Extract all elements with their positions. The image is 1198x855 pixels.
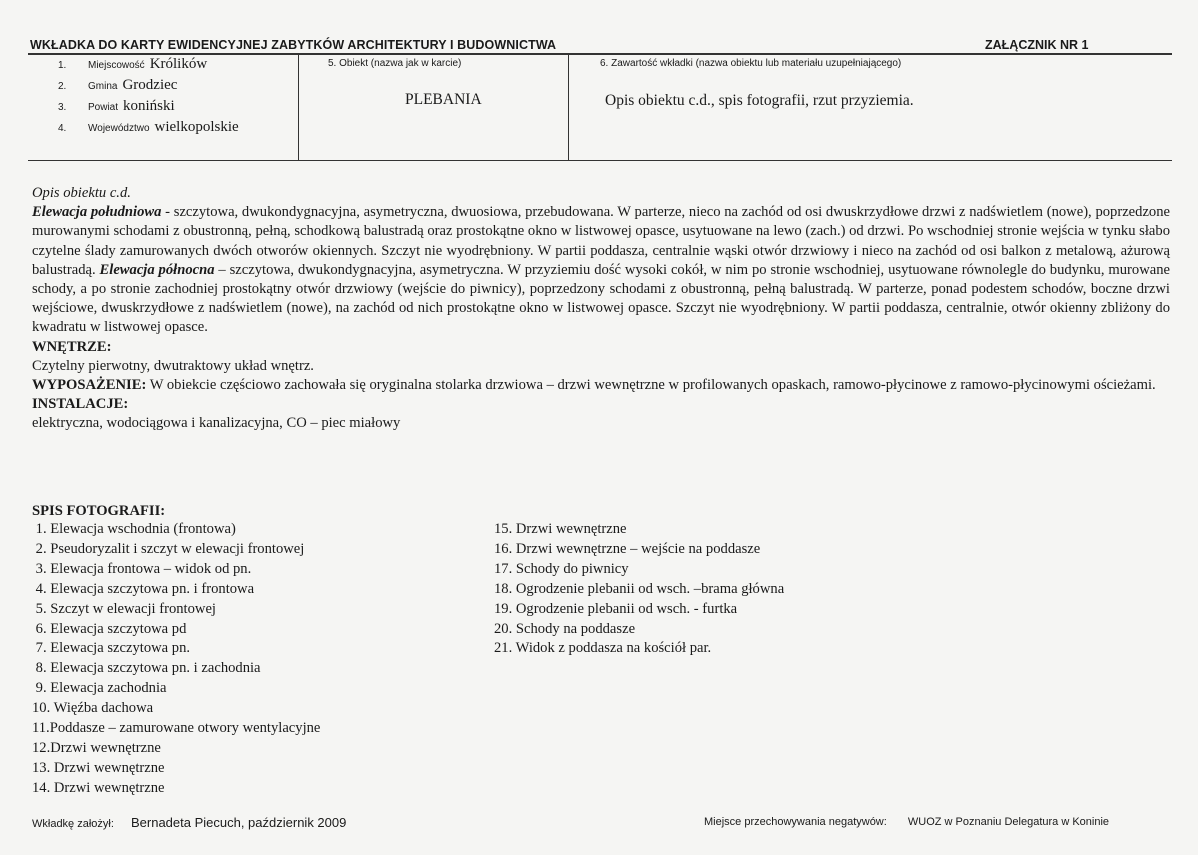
photo-list-item: 6. Elewacja szczytowa pd bbox=[32, 620, 187, 637]
photo-list-item: 16. Drzwi wewnętrzne – wejście na poddasze bbox=[494, 540, 761, 557]
photo-list-item: 11.Poddasze – zamurowane otwory wentylacyjne bbox=[32, 720, 321, 737]
photos-title: SPIS FOTOGRAFII: bbox=[32, 503, 166, 519]
installations-text: elektryczna, wodociągowa i kanalizacyjna, CO – piec miałowy bbox=[32, 415, 401, 432]
equipment-label: WYPOSAŻENIE: bbox=[32, 377, 147, 394]
south-elevation-label: Elewacja południowa bbox=[32, 204, 162, 221]
photo-list-item: 10. Więźba dachowa bbox=[32, 700, 154, 717]
bottom-rule bbox=[28, 160, 1172, 161]
object-value: PLEBANIA bbox=[405, 91, 482, 108]
photo-list-item: 4. Elewacja szczytowa pn. i frontowa bbox=[32, 580, 255, 597]
photo-list-left bbox=[32, 520, 320, 799]
photo-list-item: 9. Elewacja zachodnia bbox=[32, 680, 167, 697]
contents-value: Opis obiektu c.d., spis fotografii, rzut przyziemia. bbox=[605, 92, 914, 109]
photo-list-item: 5. Szczyt w elewacji frontowej bbox=[32, 600, 216, 617]
province-value: wielkopolskie bbox=[154, 119, 239, 135]
field-commune: 2. Gmina Grodziec bbox=[58, 77, 178, 93]
commune-value: Grodziec bbox=[122, 77, 178, 93]
field-province: 4. Województwo wielkopolskie bbox=[58, 119, 239, 135]
photo-list-item: 14. Drzwi wewnętrzne bbox=[32, 779, 165, 796]
storage-label: Miejsce przechowywania negatywów: bbox=[704, 816, 887, 828]
photo-list-item: 21. Widok z poddasza na kościół par. bbox=[494, 640, 712, 657]
south-elevation-text: - szczytowa, dwukondygnacyjna, asymetryczna, dwuosiowa, przebudowana. W parterze, nieco na zachód od osi dwuskrzydłowe drzwi z nadświetlem (nowe), poprzedzone murowanymi schodami z obustronną, pełną, schodkową balustradą oraz prostokątne okno w listwowej opasce, usytuowane na lewo (zach.) od drzwi. Po wschodniej stronie wejścia w tynku słabo czytelne ślady zamurowanych dwóch otworów okiennych. Szczyt nie wyodrębniony. W partii poddasza, centralnie wąski otwór drzwiowy i nieco na zachód od osi balkon z metalową, ażurową balustradą. bbox=[32, 204, 1170, 278]
installations-label: INSTALACJE: bbox=[32, 396, 129, 413]
photo-list-item: 7. Elewacja szczytowa pn. bbox=[32, 640, 191, 657]
photo-list-item: 2. Pseudoryzalit i szczyt w elewacji frontowej bbox=[32, 540, 305, 557]
photo-list-item: 1. Elewacja wschodnia (frontowa) bbox=[32, 521, 236, 537]
county-value: koniński bbox=[123, 98, 175, 114]
elevation-paragraph bbox=[32, 203, 1170, 337]
header-title: WKŁADKA DO KARTY EWIDENCYJNEJ ZABYTKÓW ARCHITEKTURY I BUDOWNICTWA bbox=[30, 38, 557, 52]
photo-list-item: 17. Schody do piwnicy bbox=[494, 560, 629, 577]
equipment-text: W obiekcie częściowo zachowała się oryginalna stolarka drzwiowa – drzwi wewnętrzne w profilowanych opaskach, ramowo-płycinowe z ramowo-płycinowymi ościeżami. bbox=[146, 377, 1156, 394]
prepared-by bbox=[32, 815, 346, 830]
photo-list-item: 13. Drzwi wewnętrzne bbox=[32, 759, 165, 776]
description-body bbox=[32, 184, 1170, 434]
photo-list-item: 19. Ogrodzenie plebanii od wsch. - furtka bbox=[494, 600, 738, 617]
column-divider-2 bbox=[568, 54, 569, 161]
north-elevation-text: – szczytowa, dwukondygnacyjna, asymetryczna. W przyziemiu dość wysoki cokół, w nim po stronie wschodniej, usytuowane równolegle do budynku, murowane schody, a po stronie zachodniej prostokątny otwór drzwiowy (wejście do piwnicy), poprzedzony schodami z obustronną, pełną balustradą. W parterze, ponad podestem schodów, boczne drzwi wejściowe, dwuskrzydłowe z nadświetlem (nowe), na zachód od nich prostokątne okno w listwowej opasce. Szczyt nie wyodrębniony. W partii poddasza, centralnie, otwór okienny zbliżony do kwadratu w listwowej opasce. bbox=[32, 261, 1170, 336]
locality-value: Królików bbox=[149, 56, 208, 72]
equipment-paragraph bbox=[32, 376, 1170, 395]
north-elevation-label: Elewacja północna bbox=[99, 261, 215, 278]
prepared-value: Bernadeta Piecuch, październik 2009 bbox=[130, 815, 347, 830]
photo-list-item: 18. Ogrodzenie plebanii od wsch. –brama główna bbox=[494, 580, 785, 597]
annex-number: ZAŁĄCZNIK NR 1 bbox=[985, 38, 1089, 52]
column-divider-1 bbox=[298, 54, 299, 161]
object-header: 5. Obiekt (nazwa jak w karcie) bbox=[328, 58, 462, 69]
photo-list-right bbox=[494, 520, 784, 659]
storage-value: WUOZ w Poznaniu Delegatura w Koninie bbox=[907, 816, 1110, 828]
interior-label: WNĘTRZE: bbox=[32, 338, 112, 355]
description-intro: Opis obiektu c.d. bbox=[32, 185, 131, 201]
negative-storage bbox=[704, 816, 1109, 828]
interior-text: Czytelny pierwotny, dwutraktowy układ wnętrz. bbox=[32, 357, 314, 374]
photo-list-item: 15. Drzwi wewnętrzne bbox=[494, 521, 627, 537]
field-county: 3. Powiat koniński bbox=[58, 98, 175, 114]
top-rule bbox=[28, 53, 1172, 55]
photo-list-item: 20. Schody na poddasze bbox=[494, 620, 636, 637]
photo-list-item: 3. Elewacja frontowa – widok od pn. bbox=[32, 560, 252, 577]
photo-list-item: 12.Drzwi wewnętrzne bbox=[32, 739, 161, 756]
prepared-label: Wkładkę założył: bbox=[32, 818, 114, 830]
field-locality: 1. Miejscowość Królików bbox=[58, 56, 208, 72]
photo-list-item: 8. Elewacja szczytowa pn. i zachodnia bbox=[32, 660, 261, 677]
contents-header: 6. Zawartość wkładki (nazwa obiektu lub materiału uzupełniającego) bbox=[600, 58, 902, 69]
